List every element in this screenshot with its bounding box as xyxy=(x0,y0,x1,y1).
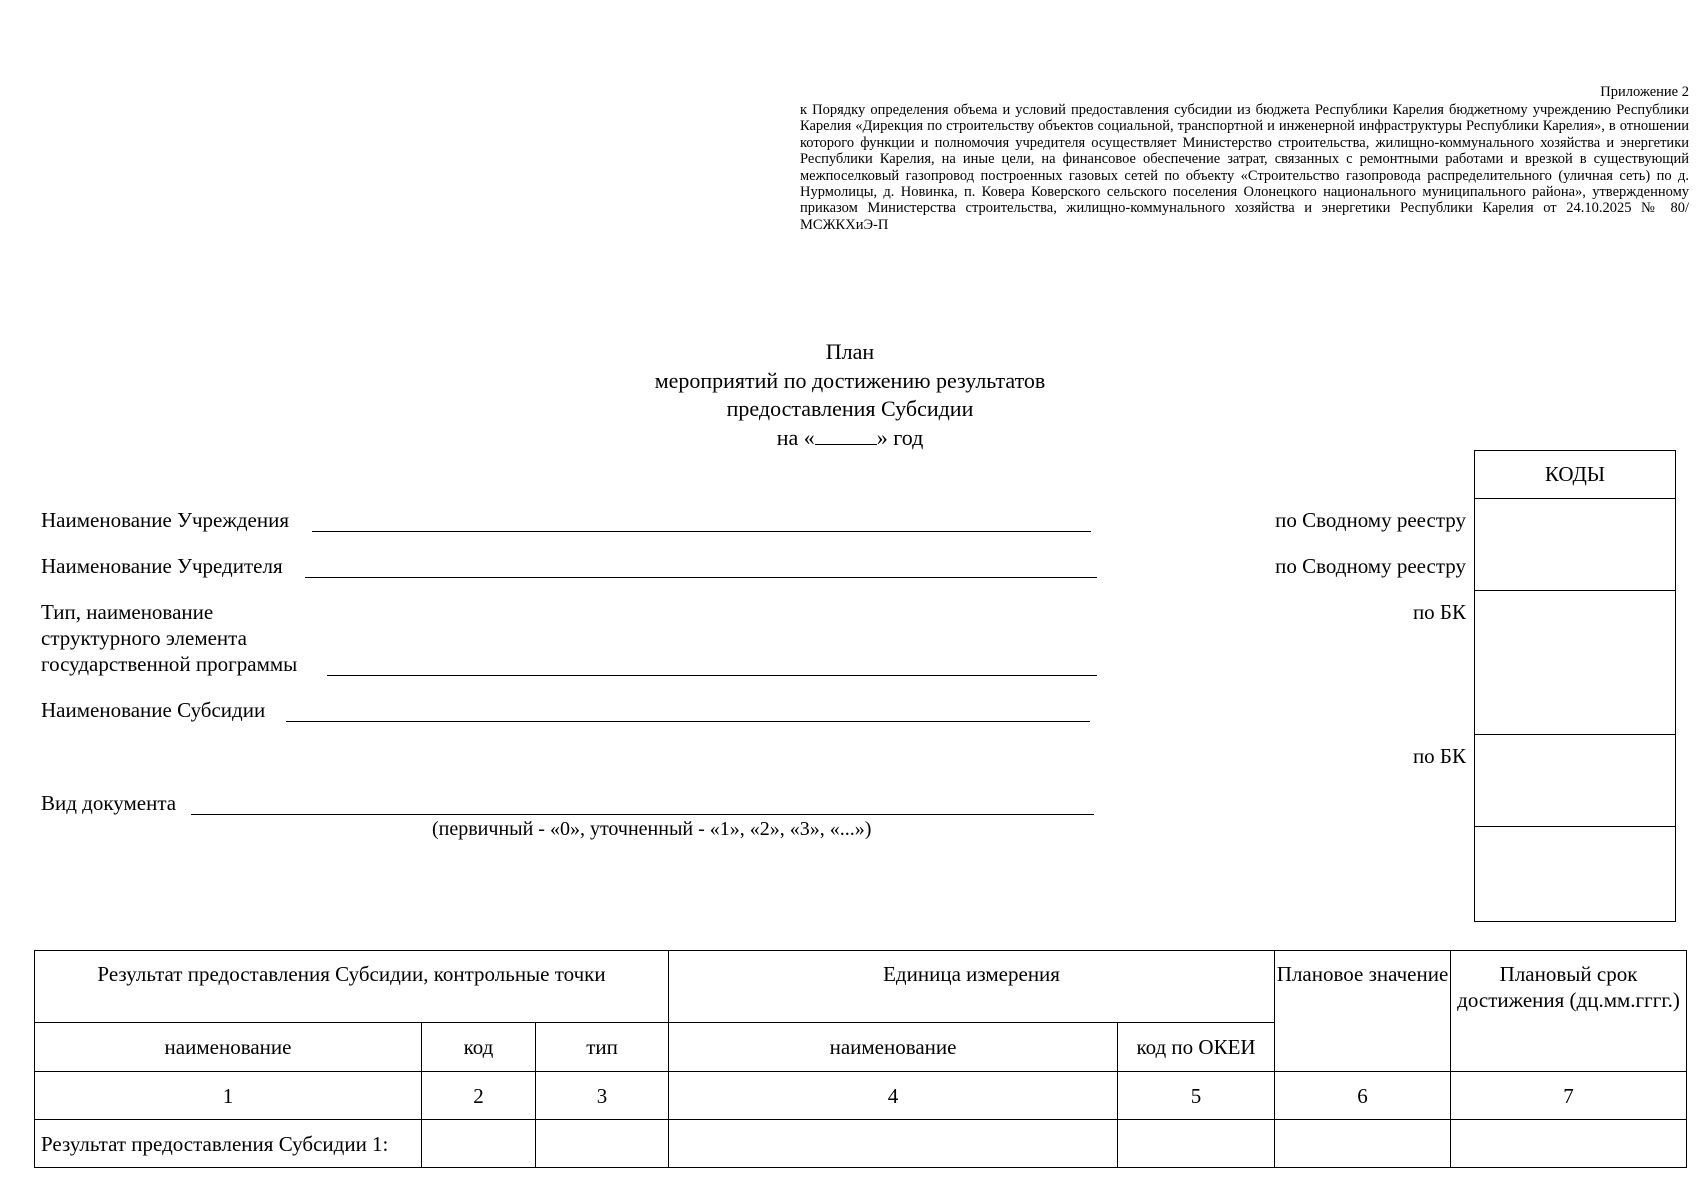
header-result: Результат предоставления Субсидии, контрольные точки xyxy=(35,951,669,1023)
title-line-measures: мероприятий по достижению результатов xyxy=(654,367,1046,393)
institution-label: Наименование Учреждения xyxy=(41,508,289,532)
column-number: 3 xyxy=(536,1072,669,1120)
header-result-name: наименование xyxy=(35,1023,422,1072)
program-label-line2: структурного элемента xyxy=(41,626,247,650)
subsidy-line[interactable] xyxy=(286,721,1090,722)
codes-divider xyxy=(1475,826,1675,827)
column-number: 4 xyxy=(669,1072,1118,1120)
column-number: 5 xyxy=(1118,1072,1275,1120)
table-cell[interactable] xyxy=(536,1120,669,1168)
title-year-line xyxy=(560,424,1140,453)
title-line-plan: План xyxy=(825,339,875,364)
program-label-line1: Тип, наименование xyxy=(41,600,214,624)
appendix-number: Приложение 2 xyxy=(1600,84,1689,100)
doc-type-label: Вид документа xyxy=(41,791,177,815)
codes-label-bk-2: по БК xyxy=(1412,744,1466,768)
title-line-subsidy: предоставления Субсидии xyxy=(726,396,974,421)
table-cell[interactable] xyxy=(1451,1120,1687,1168)
header-planned-value: Плановое значение xyxy=(1275,951,1451,1072)
founder-line[interactable] xyxy=(305,577,1097,578)
table-cell[interactable] xyxy=(1118,1120,1275,1168)
year-prefix: на « xyxy=(776,424,815,450)
document-title xyxy=(560,338,1140,452)
header-unit-name: наименование xyxy=(669,1023,1118,1072)
year-blank[interactable] xyxy=(815,426,877,445)
result-row-label: Результат предоставления Субсидии 1: xyxy=(35,1120,422,1168)
appendix-reference-text: к Порядку определения объема и условий предоставления субсидии из бюджета Республики Карелия бюджетному учреждению Республики Карелия «Дирекция по строительству объектов социальной, транспортной и инженерной инфраструктуры Республики Карелия», в отношении которого функции и полномочия учредителя осуществляет Министерство строительства, жилищно-коммунального хозяйства и энергетики Республики Карелия, на иные цели, на финансовое обеспечение затрат, связанных с ремонтными работами и врезкой в существующий межпоселковый газопровод построенных газовых сетей по объекту «Строительство газопровода распределительного (уличная сеть) по д. Нурмолицы, д. Новинка, п. Ковера Коверского сельского поселения Олонецкого национального муниципального района», утвержденному приказом Министерства строительства, жилищно-коммунального хозяйства и энергетики Республики Карелия от 24.10.2025 № 80/МСЖКХиЭ-П xyxy=(800,102,1689,233)
founder-label: Наименование Учредителя xyxy=(41,554,283,578)
header-result-code: код xyxy=(422,1023,536,1072)
column-number: 6 xyxy=(1275,1072,1451,1120)
codes-header: КОДЫ xyxy=(1544,462,1606,486)
table-cell[interactable] xyxy=(1275,1120,1451,1168)
header-unit: Единица измерения xyxy=(669,951,1275,1023)
header-result-type: тип xyxy=(536,1023,669,1072)
table-cell[interactable] xyxy=(669,1120,1118,1168)
table-cell[interactable] xyxy=(422,1120,536,1168)
codes-label-bk-1: по БК xyxy=(1412,600,1466,624)
header-planned-term: Плановый срок достижения (дц.мм.гггг.) xyxy=(1451,951,1687,1072)
codes-box xyxy=(1474,450,1676,922)
results-table xyxy=(34,950,1687,1168)
subsidy-label: Наименование Субсидии xyxy=(41,698,266,722)
codes-divider xyxy=(1475,734,1675,735)
codes-label-registry-1: по Сводному реестру xyxy=(1275,508,1466,532)
column-number: 7 xyxy=(1451,1072,1687,1120)
doc-type-line[interactable] xyxy=(191,814,1094,815)
codes-label-registry-2: по Сводному реестру xyxy=(1275,554,1466,578)
doc-type-note: (первичный - «0», уточненный - «1», «2», «3», «...») xyxy=(432,818,872,840)
year-suffix: » год xyxy=(876,424,924,450)
column-number: 1 xyxy=(35,1072,422,1120)
institution-line[interactable] xyxy=(312,531,1091,532)
program-line[interactable] xyxy=(327,675,1097,676)
codes-divider xyxy=(1475,498,1675,499)
program-label-line3: государственной программы xyxy=(41,652,298,676)
header-unit-okei: код по ОКЕИ xyxy=(1118,1023,1275,1072)
codes-divider xyxy=(1475,590,1675,591)
column-number: 2 xyxy=(422,1072,536,1120)
